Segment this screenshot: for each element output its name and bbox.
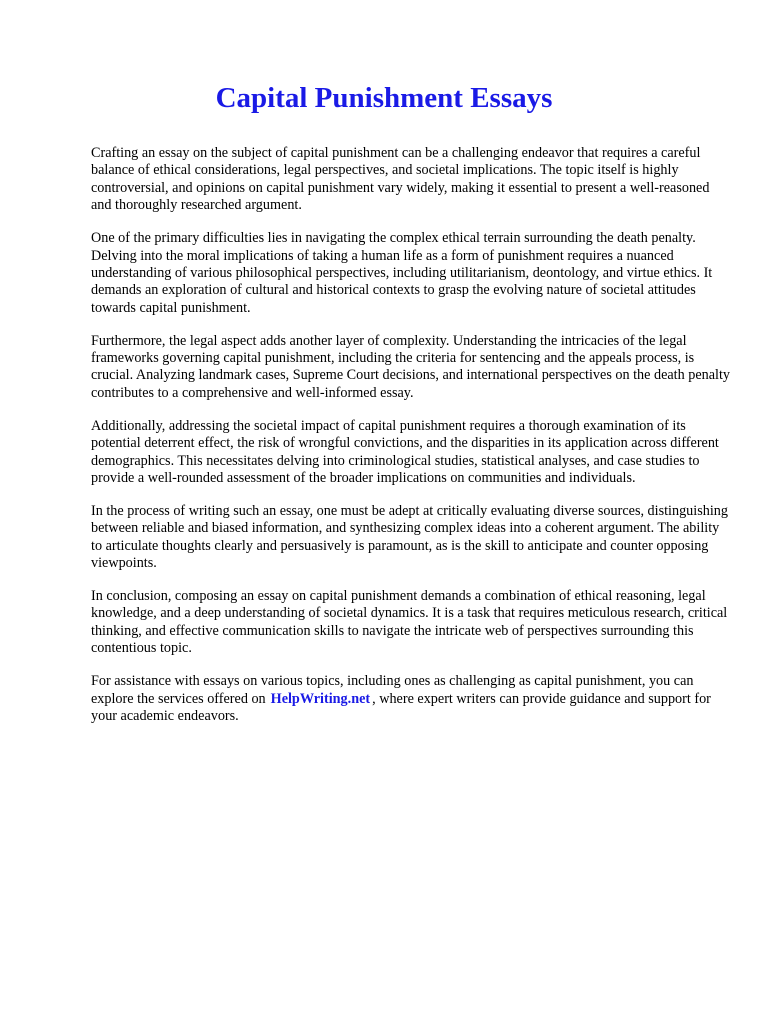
assistance-text-before: For assistance with essays on various topics, including ones as challenging as capital punishment, you can explore the services offered on — [91, 673, 694, 707]
paragraph-intro: Crafting an essay on the subject of capital punishment can be a challenging endeavor that requires a careful balance of ethical considerations, legal perspectives, and societal implications. The topic itself is highly controversial, and opinions on capital punishment vary widely, making it essential to present a well-reasoned and thoroughly researched argument. — [91, 145, 710, 214]
paragraph-conclusion: In conclusion, composing an essay on capital punishment demands a combination of ethical reasoning, legal knowledge, and a deep understanding of societal dynamics. It is a task that requires meticulous research, critical thinking, and effective communication skills to navigate the intricate web of perspectives surrounding this contentious topic. — [91, 588, 728, 657]
paragraph-societal: Additionally, addressing the societal impact of capital punishment requires a thorough examination of its potential deterrent effect, the risk of wrongful convictions, and the disparities in its application across different demographics. This necessitates delving into criminological studies, statistical analyses, and case studies to provide a well-rounded assessment of the broader implications on communities and individuals. — [91, 417, 719, 486]
paragraph-legal: Furthermore, the legal aspect adds another layer of complexity. Understanding the intricacies of the legal frameworks governing capital punishment, including the criteria for sentencing and the appeals process, is crucial. Analyzing landmark cases, Supreme Court decisions, and international perspectives on the death penalty contributes to a comprehensive and well-informed essay. — [91, 332, 731, 401]
paragraph-writing-process: In the process of writing such an essay, one must be adept at critically evaluating diverse sources, distinguishing between reliable and biased information, and synthesizing complex ideas into a coherent argument. The ability to articulate thoughts clearly and persuasively is paramount, as is the skill to anticipate and counter opposing viewpoints. — [91, 502, 728, 572]
paragraph-ethics: One of the primary difficulties lies in navigating the complex ethical terrain surrounding the death penalty. Delving into the moral implications of taking a human life as a form of punishment requires a nuanced understanding of various philosophical perspectives, including utilitarianism, deontology, and virtue ethics. It demands an exploration of cultural and historical contexts to grasp the evolving nature of societal attitudes towards capital punishment. — [91, 230, 713, 316]
page-title: Capital Punishment Essays — [215, 82, 553, 114]
assistance-text-after: , where expert writers can provide guidance and support for your academic endeavors. — [91, 690, 711, 724]
helpwriting-link[interactable]: HelpWriting.net — [270, 690, 371, 707]
essay-body — [91, 145, 731, 741]
paragraph-assistance — [91, 673, 731, 725]
